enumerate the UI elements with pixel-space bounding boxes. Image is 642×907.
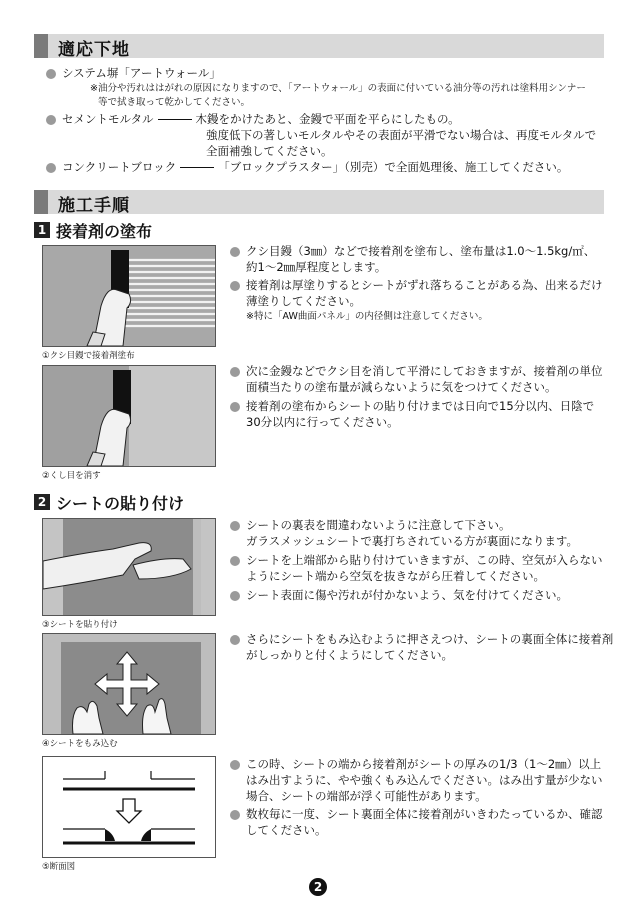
bullet (230, 521, 240, 531)
step1-text-b1: 面積当たりの塗布量が減らないように気をつけてください。 (246, 380, 557, 394)
substrate-item-2 (62, 111, 460, 127)
bullet (230, 402, 240, 412)
trowel-illustration (43, 366, 215, 466)
step2-text-a2: シートを上端部から貼り付けていきますが、この時、空気が入らない (246, 553, 603, 567)
photo-smooth-comb (42, 365, 216, 467)
step-number: 2 (34, 494, 50, 510)
substrate-desc: 木鏝をかけたあと、金鏝で平面を平らにしたもの。 (195, 112, 460, 126)
photo-knead-sheet (42, 633, 216, 735)
substrate-desc: 「ブロックプラスター」（別売）で全面処理後、施工してください。 (218, 160, 569, 174)
bullet (46, 115, 56, 125)
cross-section-illustration (43, 757, 215, 857)
step2-text-c1: この時、シートの端から接着剤がシートの厚みの1/3（1～2㎜）以上 (246, 757, 602, 771)
step1-text-a1: クシ目鏝（3㎜）などで接着剤を塗布し、塗布量は1.0～1.5kg/㎡、 (246, 244, 596, 258)
step1-text-a2: 薄塗りしてください。 (246, 294, 361, 308)
substrate-label: コンクリートブロック (62, 160, 177, 174)
knead-illustration (43, 634, 215, 734)
photo-caption: ①クシ目鏝で接着剤塗布 (42, 351, 135, 361)
step2-text-c1: はみ出すように、やや強くもみ込んでください。はみ出す量が少ない (246, 773, 603, 787)
step1-text-b2: 30分以内に行ってください。 (246, 415, 399, 429)
bullet (46, 69, 56, 79)
substrate-note-2: 等で拭き取って乾かしてください。 (98, 97, 251, 108)
photo-caption: ③シートを貼り付け (42, 620, 118, 630)
bullet (230, 556, 240, 566)
bullet (230, 247, 240, 257)
step-title: 接着剤の塗布 (56, 222, 153, 241)
substrate-label: セメントモルタル (62, 112, 154, 126)
step1-text-b2: 接着剤の塗布からシートの貼り付けまでは日向で15分以内、日陰で (246, 399, 595, 413)
bullet (230, 367, 240, 377)
section-header-substrate (34, 34, 604, 58)
leader-line (158, 119, 192, 120)
step2-text-a1: シートの裏表を間違わないように注意して下さい。 (246, 518, 511, 532)
bullet (230, 635, 240, 645)
substrate-item-1: システム塀「アートウォール」 (62, 66, 221, 80)
section-title: 適応下地 (58, 40, 130, 60)
sheet-illustration (43, 519, 215, 615)
substrate-item-3 (62, 159, 568, 175)
bullet (46, 163, 56, 173)
step1-note: ※特に「AW曲面パネル」の内径側は注意してください。 (246, 311, 488, 322)
section-marker (34, 34, 48, 58)
bullet (230, 760, 240, 770)
section-header-procedure (34, 190, 604, 214)
step1-text-b1: 次に金鏝などでクシ目を消して平滑にしておきますが、接着剤の単位 (246, 364, 603, 378)
step-title: シートの貼り付け (56, 494, 185, 513)
leader-line (180, 167, 214, 168)
step2-text-b1: がしっかりと付くようにしてください。 (246, 648, 453, 662)
photo-comb-trowel (42, 245, 216, 347)
step2-text-a1: ガラスメッシュシートで裏打ちされている方が裏面になります。 (246, 534, 579, 548)
substrate-desc-3: 全面補強してください。 (206, 144, 333, 158)
substrate-note-1: ※油分や汚れははがれの原因になりますので、「アートウォール」の表面に付いている油分等の汚れは塗料用シンナー (90, 83, 586, 94)
bullet (230, 810, 240, 820)
step2-text-a3: シート表面に傷や汚れが付かないよう、気を付けてください。 (246, 588, 568, 602)
cross-section-diagram (42, 756, 216, 858)
step2-text-c2: 数枚毎に一度、シート裏面全体に接着剤がいきわたっているか、確認 (246, 807, 603, 821)
down-arrow-icon (117, 799, 141, 823)
photo-attach-sheet (42, 518, 216, 616)
photo-caption: ④シートをもみ込む (42, 739, 118, 749)
step2-text-a2: ようにシート端から空気を抜きながら圧着してください。 (246, 569, 545, 583)
step2-text-c2: してください。 (246, 823, 327, 837)
photo-caption: ②くし目を消す (42, 471, 101, 481)
page-number: 2 (309, 878, 327, 896)
photo-caption: ⑤断面図 (42, 862, 76, 872)
step-number: 1 (34, 222, 50, 238)
bullet (230, 281, 240, 291)
step1-text-a2: 接着剤は厚塗りするとシートがずれ落ちることがある為、出来るだけ (246, 278, 603, 292)
section-marker (34, 190, 48, 214)
trowel-illustration (43, 246, 215, 346)
step1-text-a1: 約1～2㎜厚程度とします。 (246, 260, 387, 274)
step2-text-b1: さらにシートをもみ込むように押さえつけ、シートの裏面全体に接着剤 (246, 632, 614, 646)
step2-text-c1: 場合、シートの端部が浮く可能性があります。 (246, 789, 487, 803)
bullet (230, 591, 240, 601)
substrate-desc-2: 強度低下の著しいモルタルやその表面が平滑でない場合は、再度モルタルで (206, 128, 597, 142)
section-title: 施工手順 (58, 196, 130, 216)
